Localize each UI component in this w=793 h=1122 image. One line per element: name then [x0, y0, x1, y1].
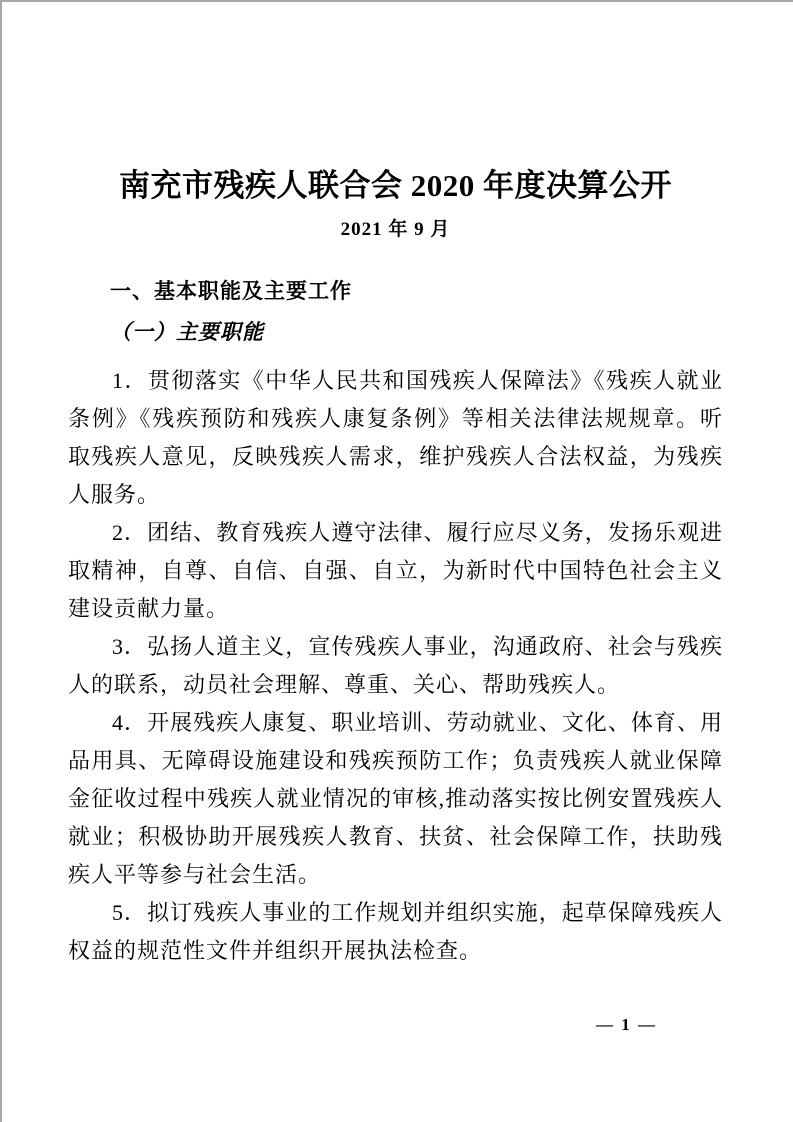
paragraph-5: 5．拟订残疾人事业的工作规划并组织实施，起草保障残疾人权益的规范性文件并组织开展执法检查。	[68, 900, 723, 963]
subsection-heading: （一）主要职能	[110, 320, 264, 344]
paragraph-3: 3．弘扬人道主义，宣传残疾人事业，沟通政府、社会与残疾人的联系，动员社会理解、尊重、关心、帮助残疾人。	[68, 634, 723, 697]
paragraph-4: 4．开展残疾人康复、职业培训、劳动就业、文化、体育、用品用具、无障碍设施建设和残疾预防工作；负责残疾人就业保障金征收过程中残疾人就业情况的审核,推动落实按比例安置残疾人就业；积极协助开展残疾人教育、扶贫、社会保障工作，扶助残疾人平等参与社会生活。	[68, 710, 723, 887]
document-date: 2021 年 9 月	[340, 219, 451, 240]
paragraph-1: 1．贯彻落实《中华人民共和国残疾人保障法》《残疾人就业条例》《残疾预防和残疾人康复条例》等相关法律法规规章。听取残疾人意见，反映残疾人需求，维护残疾人合法权益，为残疾人服务。	[68, 368, 723, 507]
section-heading: 一、基本职能及主要工作	[110, 280, 352, 303]
document-content	[2, 2, 793, 970]
document-title: 南充市残疾人联合会 2020 年度决算公开	[119, 168, 672, 203]
body-text	[68, 362, 723, 970]
page-number: — 1 —	[596, 1015, 657, 1034]
paragraph-2: 2．团结、教育残疾人遵守法律、履行应尽义务，发扬乐观进取精神，自尊、自信、自强、自立，为新时代中国特色社会主义建设贡献力量。	[68, 520, 723, 621]
